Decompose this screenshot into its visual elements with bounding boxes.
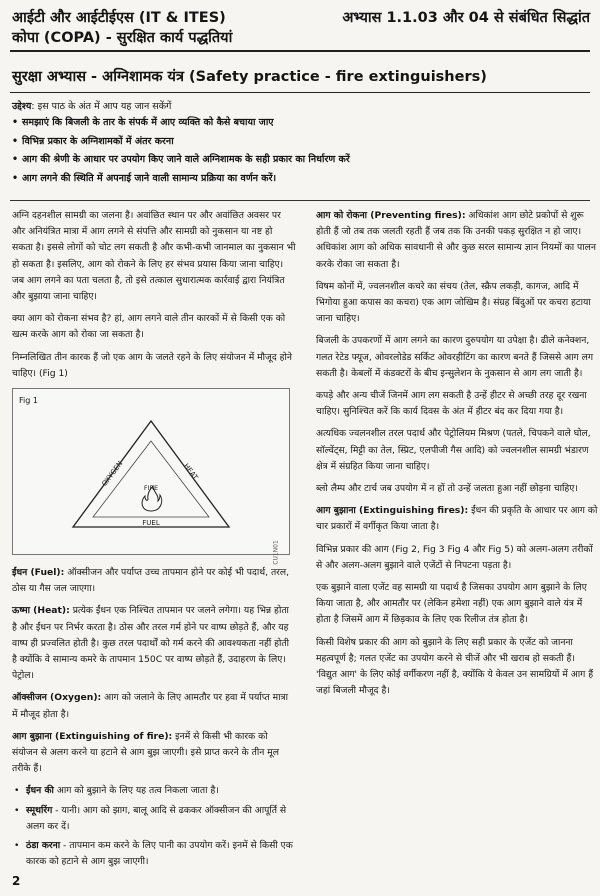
paragraph: निम्नलिखित तीन कारक हैं जो एक आग के जलते रहने के लिए संयोजन में मौजूद होने चाहिए। (Fig 1) — [12, 351, 293, 379]
paragraph: एक बुझाने वाला एजेंट वह सामग्री या पदार्थ है जिसका उपयोग आग बुझाने के लिए किया जाता है, और आमतौर पर (लेकिन हमेशा नहीं) एक आग बुझाने वाले यंत्र में होता है जिसमें आग में छिड़काव के लिए एक रिलीज तंत्र होता है। — [316, 582, 587, 626]
page-number: 2 — [12, 874, 21, 888]
paragraph: क्या आग को रोकना संभव है? हां, आग लगने वाले तीन कारकों में से किसी एक को खत्म करके आग को रोका जा सकता है। — [12, 313, 286, 341]
objectives — [12, 100, 588, 188]
right-column — [316, 208, 598, 705]
fire-label: FIRE — [143, 484, 159, 493]
paragraph: बिजली के उपकरणों में आग लगने का कारण दुरुपयोग या उपेक्षा है। ढीले कनेक्शन, गलत रेटेड फ्यूज, ओवरलोडेड सर्किट ओवरहीटिंग का कारण बनते हैं जिससे आग लग सकती है। केबलों में कंडक्टरों के बीच इन्सुलेशन के नुकसान से आग लग जाती है। — [316, 335, 593, 379]
term-heat: ऊष्मा (Heat): — [12, 605, 70, 617]
list-item: • ईंधन की आग को बुझाने के लिए यह तत्व निकला जाता है। — [12, 783, 296, 799]
objective-item: • आग लगने की स्थिति में अपनाई जाने वाली सामान्य प्रक्रिया का वर्णन करें। — [12, 170, 588, 189]
objectives-rule — [10, 200, 590, 201]
paragraph: ऊष्मा (Heat): प्रत्येक ईंधन एक निश्चित तापमान पर जलने लगेगा। यह भिन्न होता है और ईंधन पर निर्भर करता है। ठोस और तरल गर्म होने पर वाष्प छोड़ते हैं, और यह वाष्प ही प्रज्वलित होती है। कुछ तरल पदार्थों को गर्म करने की आवश्यकता नहीं होती है क्योंकि वे सामान्य कमरे के तापमान 150C पर वाष्प छोड़ते हैं, उदाहरण के लिए। पेट्रोल। — [12, 605, 290, 682]
list-item: • स्मूथरिंग - यानी। आग को झाग, बालू आदि से ढककर ऑक्सीजन की आपूर्ति से अलग कर दें। — [12, 803, 296, 835]
left-column — [12, 208, 296, 873]
term-fuel: ईंधन (Fuel): — [12, 567, 65, 579]
paragraph: आग बुझाना (Extinguishing fires): ईंधन की प्रकृति के आधार पर आग को चार प्रकारों में वर्गीकृत किया जाता है। — [316, 505, 598, 533]
header-rule — [10, 50, 590, 52]
figure-label: Fig 1 — [19, 396, 38, 406]
paragraph: अग्नि दहनशील सामग्री का जलना है। अवांछित स्थान पर और अवांछित अवसर पर और अनियंत्रित मात्रा में आग लगने से संपत्ति और सामग्री को नुकसान या नष्ट हो सकता है। इससे लोगों को चोट लग सकती है और कभी-कभी जानमाल का नुकसान भी हो सकता है। इसलिए, आग को रोकने के लिए हर संभव प्रयास किया जाना चाहिए। जब आग लगने का पता चलता है, तो इसे तत्काल सुधारात्मक कार्रवाई द्वारा नियंत्रित और बुझाया जाना चाहिए। — [12, 210, 296, 303]
section-rule — [10, 92, 590, 93]
objective-item: • विभिन्न प्रकार के अग्निशामकों में अंतर करना — [12, 133, 588, 152]
section-title: सुरक्षा अभ्यास - अग्निशामक यंत्र (Safety practice - fire extinguishers) — [12, 69, 487, 85]
term-extinguishing-fires: आग बुझाना (Extinguishing fires): — [316, 505, 469, 517]
objectives-list — [12, 114, 588, 188]
term-extinguishing: आग बुझाना (Extinguishing of fire): — [12, 730, 173, 742]
paragraph: ब्लो लैम्प और टार्च जब उपयोग में न हों तो उन्हें जलता हुआ नहीं छोड़ना चाहिए। — [316, 483, 578, 495]
paragraph: आग को रोकना (Preventing fires): अधिकांश आग छोटे प्रकोपों से शुरू होती हैं जो तब तक जलती रहती हैं जब तक कि उनकी पकड़ सुरक्षित न हो जाए। अधिकांश आग को अधिक सावधानी से और कुछ सरल सामान्य ज्ञान नियमों का पालन करके रोका जा सकता है। — [316, 210, 596, 270]
term-oxygen: ऑक्सीजन (Oxygen): — [12, 692, 102, 704]
paragraph: ईंधन (Fuel): ऑक्सीजन और पर्याप्त उच्च तापमान होने पर कोई भी पदार्थ, तरल, ठोस या गैस जल जाएगा। — [12, 567, 290, 595]
term-preventing-fires: आग को रोकना (Preventing fires): — [316, 210, 466, 221]
fire-triangle-figure — [12, 388, 290, 565]
paragraph: किसी विशेष प्रकार की आग को बुझाने के लिए सही प्रकार के एजेंट को जानना महत्वपूर्ण है; गलत एजेंट का उपयोग करने से चीजें और भी खराब हो सकती हैं। 'विद्युत आग' के लिए कोई वर्गीकरण नहीं है, क्योंकि ये केवल उन सामग्रियों में आग हैं जहां बिजली मौजूद है। — [316, 636, 594, 697]
paragraph: विभिन्न प्रकार की आग (Fig 2, Fig 3 Fig 4 और Fig 5) को अलग-अलग तरीकों से और अलग-अलग बुझाने वाले एजेंटों से निपटना पड़ता है। — [316, 543, 593, 571]
heat-label: HEAT — [181, 462, 200, 482]
objectives-label: उद्देश्य — [12, 101, 32, 112]
methods-list — [12, 783, 296, 870]
fire-triangle-diagram — [13, 389, 289, 554]
fuel-label: FUEL — [142, 519, 160, 528]
paragraph: ऑक्सीजन (Oxygen): आग को जलाने के लिए आमतौर पर हवा में पर्याप्त मात्रा में मौजूद होता है। — [12, 692, 289, 720]
objectives-intro: : इस पाठ के अंत में आप यह जान सकेंगें — [31, 101, 172, 112]
objective-item: • समझाएं कि बिजली के तार के संपर्क में आए व्यक्ति को कैसे बचाया जाए — [12, 114, 588, 133]
header-left — [12, 8, 312, 48]
header-line-2: कोपा (COPA) - सुरक्षित कार्य पद्धतियां — [12, 30, 233, 46]
paragraph: अत्यधिक ज्वलनशील तरल पदार्थ और पेट्रोलियम मिश्रण (पतले, चिपकने वाले घोल, सॉल्वेंट्स, मिट्टी का तेल, स्प्रिट, एलपीजी गैस आदि) को ज्वलनशील सामग्री भंडारण क्षेत्र में संग्रहित किया जाना चाहिए। — [316, 428, 591, 472]
paragraph: विषम कोनों में, ज्वलनशील कचरे का संचय (तेल, स्क्रैप लकड़ी, कागज, आदि में भिगोया हुआ कपास का कचरा) एक आग जोखिम है। संग्रह बिंदुओं पर कचरा हटाया जाना चाहिए। — [316, 280, 591, 325]
list-item: • ठंडा करना - तापमान कम करने के लिए पानी का उपयोग करें। इनमें से किसी एक कारक को हटाने से आग बुझ जाएगी। — [12, 838, 296, 870]
header-line-1: आईटी और आईटीईएस (IT & ITES) — [12, 10, 226, 26]
header-right: अभ्यास 1.1.03 और 04 से संबंधित सिद्धांत — [342, 10, 590, 26]
paragraph: आग बुझाना (Extinguishing of fire): इनमें से किसी भी कारक को संयोजन से अलग करने या हटाने से आग बुझ जाएगी। इसे प्राप्त करने के तीन मूल तरीके हैं। — [12, 730, 279, 775]
paragraph: कपड़े और अन्य चीजें जिनमें आग लग सकती है उन्हें हीटर से अच्छी तरह दूर रखना चाहिए। सुनिश्चित करें कि कार्य दिवस के अंत में हीटर बंद कर दिया गया है। — [316, 390, 587, 418]
figure-code: CU1N01 — [272, 540, 280, 565]
objective-item: • आग की श्रेणी के आधार पर उपयोग किए जाने वाले अग्निशामक के सही प्रकार का निर्धारण करें — [12, 151, 588, 170]
oxygen-label: OXYGEN — [100, 459, 125, 488]
